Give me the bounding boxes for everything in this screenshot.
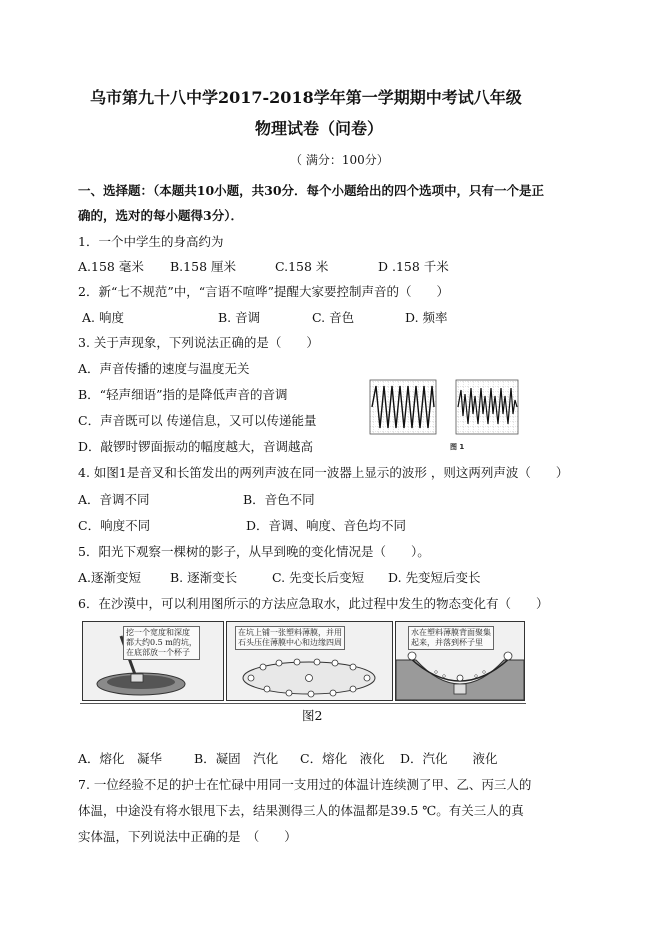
q1-stem: 1．一个中学生的身高约为: [78, 234, 224, 249]
exam-score: （ 满分：100分）: [290, 153, 389, 167]
panel1-text-line2: 都大约0.5 m的坑，: [126, 638, 197, 647]
figure-2-underline: [80, 703, 526, 704]
figure-2-panel-film: [226, 621, 393, 701]
panel1-text-line3: 在底部放一个杯子: [126, 648, 190, 657]
section-intro-line1: 一、选择题：（本题共10小题，共30分．每个小题给出的四个选项中，只有一个是正: [78, 183, 545, 198]
q6-option-d: D．汽化 液化: [400, 751, 498, 766]
q5-option-b: B. 逐渐变长: [170, 570, 238, 585]
q6-option-a: A．熔化 凝华: [78, 751, 163, 766]
panel2-text-line2: 石头压住薄膜中心和边缘四周: [238, 638, 342, 647]
panel1-text-line1: 挖一个宽度和深度: [126, 628, 190, 637]
q3-option-c: C．声音既可以 传递信息，又可以传递能量: [78, 413, 317, 428]
q7-line2: 体温，中途没有将水银甩下去，结果测得三人的体温都是39.5 ℃。有关三人的真: [78, 803, 524, 818]
q4-option-b: B．音色不同: [243, 492, 315, 507]
q2-stem: 2．新“七不规范”中，“言语不喧哗”提醒大家要控制声音的（ ）: [78, 284, 450, 299]
figure-1-waveforms: [368, 376, 543, 454]
q2-option-b: B. 音调: [218, 310, 261, 325]
q2-option-a: A. 响度: [82, 310, 124, 325]
figure-2-panel-dig: [82, 621, 224, 701]
waveform-panel-right: [456, 380, 518, 434]
q3-option-b: B．“轻声细语”指的是降低声音的音调: [78, 387, 288, 402]
q3-option-d: D．敲锣时锣面振动的幅度越大，音调越高: [78, 439, 314, 454]
q4-stem: 4. 如图1是音叉和长笛发出的两列声波在同一波器上显示的波形 ，则这两列声波（ ）: [78, 465, 569, 480]
q1-option-c: C.158 米: [275, 259, 329, 274]
q6-stem: 6．在沙漠中，可以利用图所示的方法应急取水，此过程中发生的物态变化有（ ）: [78, 596, 549, 611]
q2-option-d: D. 频率: [405, 310, 448, 325]
q1-option-d: D .158 千米: [378, 259, 449, 274]
q1-option-b: B.158 厘米: [170, 259, 236, 274]
q4-option-c: C．响度不同: [78, 518, 151, 533]
q2-option-c: C. 音色: [312, 310, 355, 325]
q5-stem: 5．阳光下观察一棵树的影子，从早到晚的变化情况是（ ）。: [78, 544, 430, 559]
q4-option-a: A．音调不同: [78, 492, 150, 507]
q6-option-b: B．凝固 汽化: [194, 751, 279, 766]
q5-option-d: D. 先变短后变长: [388, 570, 481, 585]
panel3-text-line1: 水在塑料薄膜背面聚集: [411, 628, 491, 637]
exam-title-line2: 物理试卷（问卷）: [255, 119, 384, 138]
panel2-text-line1: 在坑上铺一张塑料薄膜，并用: [238, 628, 342, 637]
q5-option-c: C. 先变长后变短: [272, 570, 365, 585]
q7-line3: 实体温，下列说法中正确的是 （ ）: [78, 829, 297, 844]
q3-option-a: A．声音传播的速度与温度无关: [78, 361, 250, 376]
figure-1-label: 图 1: [450, 443, 465, 451]
q5-option-a: A.逐渐变短: [78, 570, 142, 585]
figure-2-panel-collect: [395, 621, 525, 701]
q1-option-a: A.158 毫米: [78, 259, 144, 274]
figure-2-label: 图2: [302, 708, 323, 723]
q6-option-c: C．熔化 液化: [300, 751, 385, 766]
q7-line1: 7. 一位经验不足的护士在忙碌中用同一支用过的体温计连续测了甲、乙、丙三人的: [78, 777, 532, 792]
section-intro-line2: 确的，选对的每小题得3分）．: [78, 208, 243, 223]
q4-option-d: D．音调、响度、音色均不同: [246, 518, 407, 533]
q3-stem: 3. 关于声现象，下列说法正确的是（ ）: [78, 335, 319, 350]
exam-title-line1: 乌市第九十八中学2017-2018学年第一学期期中考试八年级: [90, 88, 522, 107]
panel3-text-line2: 起来，并落到杯子里: [411, 638, 483, 647]
